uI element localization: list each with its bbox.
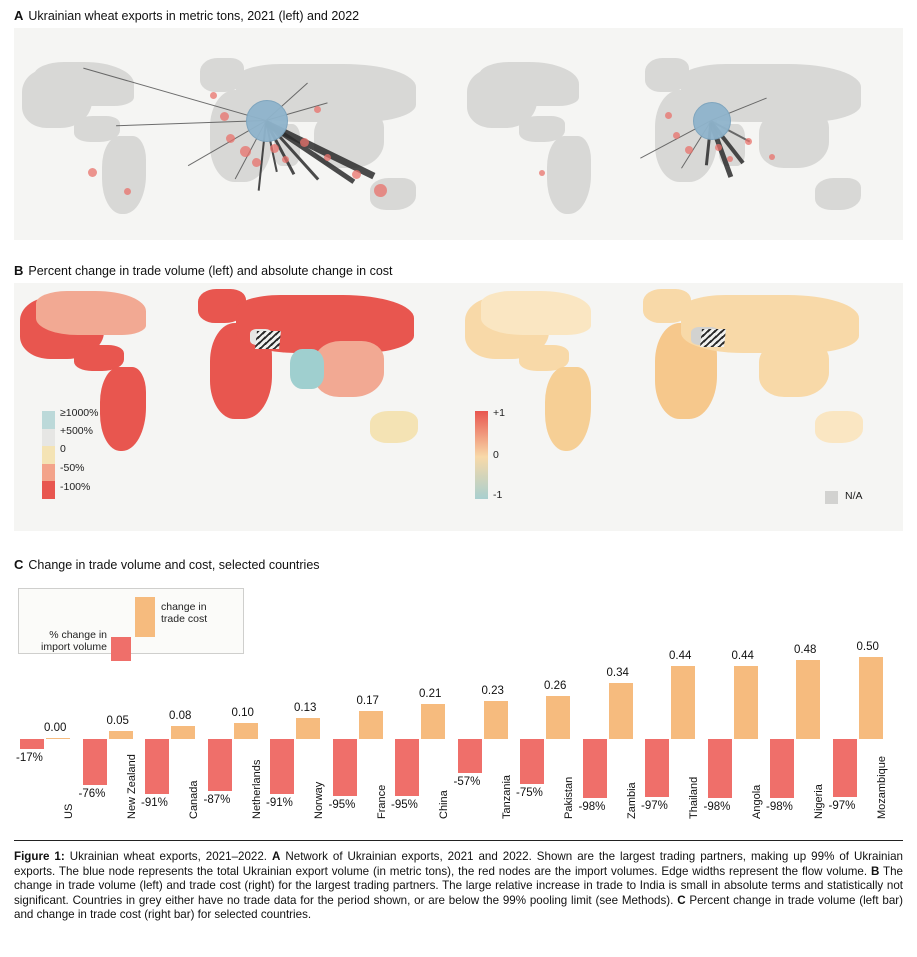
bar-import-volume (583, 739, 607, 798)
landmass (102, 136, 146, 214)
caption-a-letter: A (272, 850, 281, 863)
value-label-import-volume: -87% (203, 794, 231, 807)
import-node (210, 92, 217, 99)
x-axis-label: France (375, 784, 388, 819)
x-axis-label: US (63, 803, 75, 819)
value-label-trade-cost: 0.50 (856, 640, 879, 653)
bar-trade-cost (46, 738, 70, 739)
import-node (88, 168, 97, 177)
legend-label: +500% (60, 425, 93, 437)
value-label-trade-cost: 0.08 (169, 709, 192, 722)
legend-label-import-volume: % change in import volume (41, 629, 107, 653)
import-node (240, 146, 251, 157)
panel-b-choropleths (14, 283, 903, 531)
bar-import-volume (833, 739, 857, 797)
legend-swatch (42, 481, 55, 499)
import-node (374, 184, 387, 197)
value-label-trade-cost: 0.34 (606, 666, 629, 679)
legend-label: -50% (60, 462, 85, 474)
bar-trade-cost (234, 723, 258, 740)
import-node (665, 112, 672, 119)
legend-label: -1 (493, 489, 503, 501)
caption-lead: Ukrainian wheat exports, 2021–2022. (64, 850, 273, 863)
bar-import-volume (770, 739, 794, 798)
panel-c-letter: C (14, 557, 24, 572)
x-axis-label: Canada (188, 780, 200, 819)
value-label-trade-cost: 0.00 (44, 722, 67, 734)
import-node (300, 138, 309, 147)
legend-swatch (42, 446, 55, 464)
legend-gradient (475, 411, 488, 499)
legend-label: -100% (60, 481, 91, 493)
bar-trade-cost (421, 704, 445, 739)
figure-caption (14, 850, 903, 923)
legend-na-swatch (825, 491, 838, 504)
panel-c-bars (14, 576, 903, 826)
legend-label-trade-cost: change in trade cost (161, 601, 208, 625)
import-node (352, 170, 361, 179)
value-label-import-volume: -98% (703, 800, 731, 813)
import-node (220, 112, 229, 121)
value-label-trade-cost: 0.26 (544, 680, 567, 693)
value-label-import-volume: -91% (266, 796, 293, 809)
import-node (673, 132, 680, 139)
value-label-import-volume: -98% (578, 800, 606, 813)
value-label-trade-cost: 0.13 (294, 701, 317, 714)
value-label-trade-cost: 0.44 (669, 650, 692, 663)
legend-label: 0 (493, 449, 499, 461)
country-shape (759, 341, 829, 397)
import-node (282, 156, 289, 163)
caption-rule (14, 840, 903, 841)
value-label-trade-cost: 0.23 (481, 685, 504, 698)
map-exports-2021 (14, 28, 458, 240)
value-label-trade-cost: 0.44 (731, 650, 754, 663)
value-label-import-volume: -91% (141, 796, 168, 809)
country-shape (545, 367, 591, 451)
ukraine-hatch (700, 329, 726, 347)
map-trade-volume-change (14, 283, 458, 531)
value-label-import-volume: -76% (78, 787, 106, 800)
value-label-import-volume: -95% (391, 799, 418, 811)
import-node (324, 154, 331, 161)
bar-trade-cost (796, 660, 820, 739)
value-label-trade-cost: 0.21 (419, 688, 442, 701)
bar-trade-cost (859, 657, 883, 740)
import-node (685, 146, 693, 154)
caption-c-letter: C (677, 893, 686, 907)
x-axis-label: Netherlands (250, 759, 263, 819)
value-label-import-volume: -57% (453, 776, 481, 789)
value-label-import-volume: -98% (766, 800, 793, 813)
country-shape (815, 411, 863, 443)
import-node (769, 154, 775, 160)
legend-label: ≥1000% (60, 407, 99, 419)
x-axis-label: Tanzania (500, 774, 513, 819)
bar-import-volume (645, 739, 669, 797)
panel-a-maps (14, 28, 903, 240)
bar-import-volume (20, 739, 44, 749)
import-node (226, 134, 235, 143)
import-node (745, 138, 752, 145)
import-node (270, 144, 279, 153)
country-shape (100, 367, 146, 451)
panel-c-title: Change in trade volume and cost, selected countries (28, 558, 320, 572)
bar-import-volume (458, 739, 482, 773)
legend-swatch (42, 429, 55, 447)
x-axis-label: Mozambique (875, 756, 888, 819)
bar-trade-cost (359, 711, 383, 739)
bar-trade-cost (546, 696, 570, 739)
bar-import-volume (145, 739, 169, 794)
panel-a-title: Ukrainian wheat exports in metric tons, 2021 (left) and 2022 (28, 9, 360, 23)
legend-na-label: N/A (845, 490, 863, 502)
value-label-import-volume: -17% (16, 752, 43, 765)
value-label-trade-cost: 0.48 (794, 643, 817, 656)
legend-label: +1 (493, 407, 505, 419)
x-axis-label: Pakistan (563, 776, 575, 819)
caption-b-text: The change in trade volume (left) and trade cost (right) for the largest trading partners. The large relative increase in trade to India is small in absolute terms and statistically not significant. Countries in grey either have no trade data for the period shown, or are below the 99% pooling limit (see Methods). (14, 864, 903, 907)
import-node (539, 170, 545, 176)
map-exports-2022 (459, 28, 903, 240)
legend-swatch (42, 464, 55, 482)
bar-trade-cost (609, 683, 633, 739)
value-label-import-volume: -97% (828, 800, 856, 813)
legend-swatch (42, 411, 55, 429)
bar-import-volume (83, 739, 107, 785)
ukraine-hatch (255, 331, 281, 349)
bar-trade-cost (109, 731, 133, 739)
landmass (815, 178, 861, 210)
bar-trade-cost (171, 726, 195, 739)
x-axis-label: Angola (750, 784, 763, 819)
x-axis-label: Norway (313, 781, 325, 819)
panel-a-letter: A (14, 8, 24, 23)
value-label-import-volume: -97% (641, 800, 668, 813)
caption-b-letter: B (870, 864, 880, 878)
import-node (252, 158, 261, 167)
value-label-trade-cost: 0.10 (231, 706, 254, 719)
country-shape (370, 411, 418, 443)
bar-import-volume (270, 739, 294, 794)
x-axis-label: Thailand (688, 776, 700, 819)
x-axis-label: China (438, 790, 450, 819)
panel-b-header (14, 263, 393, 278)
ukraine-export-node (693, 102, 731, 140)
bar-import-volume (520, 739, 544, 784)
country-shape-india (290, 349, 324, 389)
landmass (479, 62, 579, 106)
ukraine-export-node (246, 100, 288, 142)
import-node (727, 156, 733, 162)
country-shape (314, 341, 384, 397)
value-label-trade-cost: 0.17 (356, 694, 379, 707)
value-label-import-volume: -95% (328, 799, 356, 811)
caption-title: Figure 1: (14, 850, 65, 863)
value-label-import-volume: -75% (516, 787, 543, 799)
panel-b-letter: B (14, 263, 24, 278)
bar-group (14, 576, 903, 826)
x-axis-label: New Zealand (125, 754, 138, 819)
bar-trade-cost (734, 666, 758, 739)
panel-c-header (14, 557, 320, 572)
bar-trade-cost (671, 666, 695, 739)
country-shape (481, 291, 591, 335)
legend-gradient (42, 411, 55, 499)
panel-a-header (14, 8, 359, 23)
map-trade-cost-change (459, 283, 903, 531)
bar-import-volume (708, 739, 732, 798)
import-node (124, 188, 131, 195)
bar-import-volume (395, 739, 419, 796)
import-node (715, 144, 722, 151)
caption-c-text: Percent change in trade volume (left bar) and change in trade cost (right bar) for selected countries. (14, 893, 903, 922)
x-axis-label: Zambia (625, 782, 638, 819)
value-label-trade-cost: 0.05 (106, 714, 129, 727)
import-node (314, 106, 321, 113)
landmass (547, 136, 591, 214)
bar-trade-cost (296, 718, 320, 739)
panel-b-title: Percent change in trade volume (left) and absolute change in cost (28, 264, 393, 278)
country-shape (36, 291, 146, 335)
x-axis-label: Nigeria (813, 784, 825, 819)
bar-import-volume (208, 739, 232, 791)
bar-trade-cost (484, 701, 508, 739)
caption-a-text: Network of Ukrainian exports, 2021 and 2022. Shown are the largest trading partners, making up 99% of Ukrainian exports. The blue node represents the total Ukrainian export volume (in metric tons), the red nodes are the import volumes. Edge widths represent the flow volume. (14, 850, 903, 878)
legend-label: 0 (60, 443, 66, 455)
bar-import-volume (333, 739, 357, 796)
